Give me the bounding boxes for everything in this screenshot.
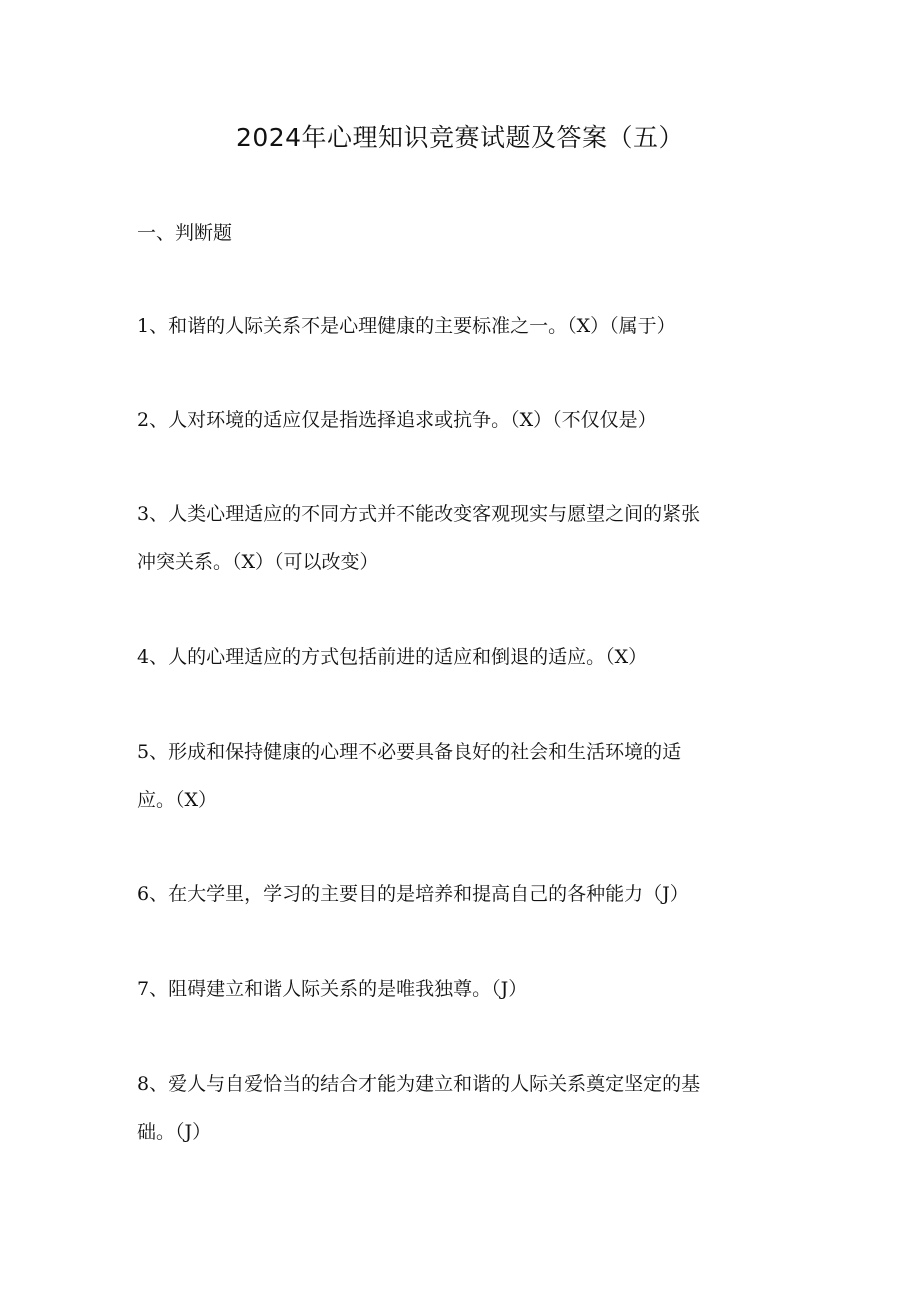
question-8-line-1: 8、爱人与自爱恰当的结合才能为建立和谐的人际关系奠定坚定的基 xyxy=(137,1073,701,1095)
question-4 xyxy=(137,633,787,681)
question-6-line-1: 6、在大学里，学习的主要目的是培养和提高自己的各种能力（J） xyxy=(137,883,689,905)
question-2-line-1: 2、人对环境的适应仅是指选择追求或抗争。（X）（不仅仅是） xyxy=(137,409,657,431)
question-6 xyxy=(137,870,787,918)
question-8 xyxy=(137,1060,787,1156)
section-heading-true-false: 一、判断题 xyxy=(137,222,233,244)
question-7-line-1: 7、阻碍建立和谐人际关系的是唯我独尊。（J） xyxy=(137,978,528,1000)
question-1-line-1: 1、和谐的人际关系不是心理健康的主要标准之一。（X）（属于） xyxy=(137,315,676,337)
question-4-line-1: 4、人的心理适应的方式包括前进的适应和倒退的适应。（X） xyxy=(137,646,648,668)
question-3-line-1: 3、人类心理适应的不同方式并不能改变客观现实与愿望之间的紧张 xyxy=(137,503,701,525)
document-title: 2024年心理知识竞赛试题及答案（五） xyxy=(235,123,685,152)
question-7 xyxy=(137,965,787,1013)
question-3-line-2: 冲突关系。（X）（可以改变） xyxy=(137,551,379,573)
question-5-line-2: 应。（X） xyxy=(137,789,218,811)
question-3 xyxy=(137,490,787,586)
question-8-line-2: 础。（J） xyxy=(137,1121,212,1143)
question-5 xyxy=(137,728,787,824)
question-5-line-1: 5、形成和保持健康的心理不必要具备良好的社会和生活环境的适 xyxy=(137,741,682,763)
question-1 xyxy=(137,302,787,350)
question-2 xyxy=(137,396,787,444)
